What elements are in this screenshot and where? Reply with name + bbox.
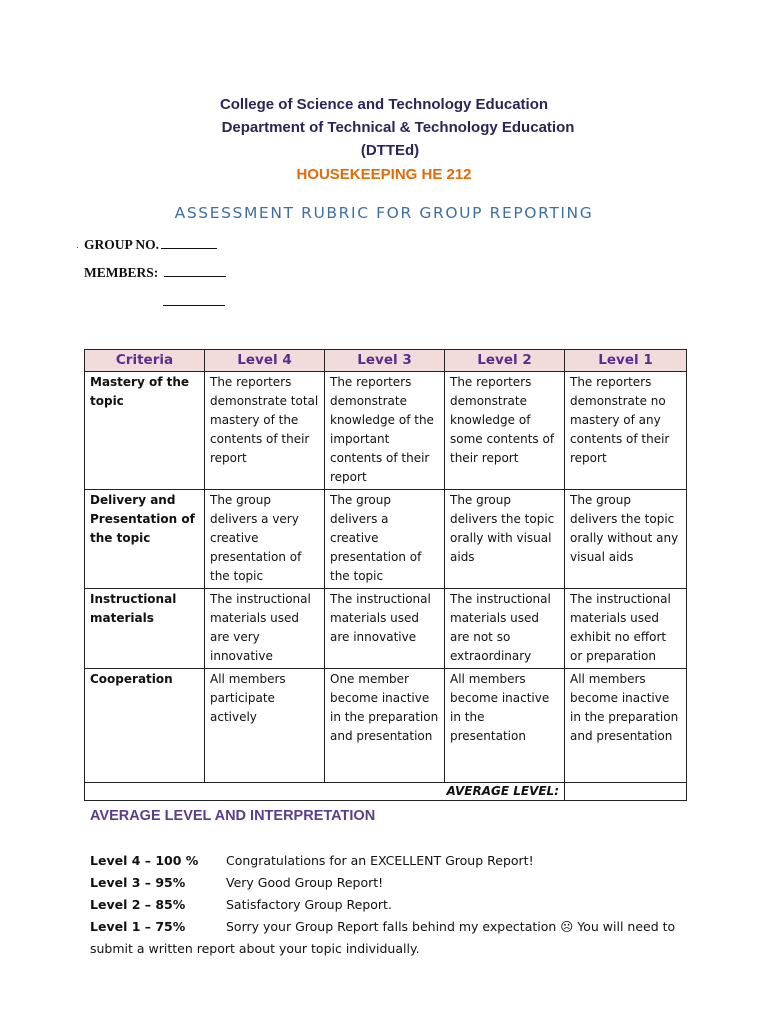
- level-label: Level 1 – 75%: [90, 919, 186, 934]
- level-text: Sorry your Group Report falls behind my expectation ☹ You will need to: [226, 919, 676, 934]
- members-blank-2[interactable]: [163, 293, 225, 306]
- criteria-cell: Cooperation: [85, 669, 205, 783]
- level-label: Level 2 – 85%: [90, 897, 186, 912]
- table-row: [85, 490, 687, 589]
- header-level-2: Level 2: [445, 350, 565, 372]
- table-header-row: [85, 350, 687, 372]
- college-name: College of Science and Technology Education: [219, 96, 549, 113]
- group-number-line: [84, 235, 217, 253]
- criteria-cell: Delivery and Presentation of the topic: [85, 490, 205, 589]
- criteria-cell: Instructional materials: [85, 589, 205, 669]
- header-level-3: Level 3: [325, 350, 445, 372]
- level-label: Level 3 – 95%: [90, 875, 186, 890]
- header-criteria: Criteria: [85, 350, 205, 372]
- table-cell: The reporters demonstrate knowledge of the important contents of their report: [325, 372, 445, 490]
- table-cell: The reporters demonstrate total mastery of the contents of their report: [205, 372, 325, 490]
- table-cell: The instructional materials used are not so extraordinary: [445, 589, 565, 669]
- criteria-cell: Mastery of the topic: [85, 372, 205, 490]
- level-text: Satisfactory Group Report.: [226, 897, 392, 912]
- table-cell: The group delivers the topic orally with visual aids: [445, 490, 565, 589]
- interpretation-row: [90, 919, 675, 934]
- interpretation-continuation: submit a written report about your topic individually.: [90, 941, 420, 956]
- table-cell: All members participate actively: [205, 669, 325, 783]
- rubric-title: ASSESSMENT RUBRIC FOR GROUP REPORTING: [174, 204, 594, 222]
- average-level-row: [85, 783, 687, 801]
- header-level-1: Level 1: [565, 350, 687, 372]
- interpretation-row: [90, 875, 383, 890]
- department-name: Department of Technical & Technology Education: [221, 119, 575, 136]
- rubric-table: [84, 349, 687, 801]
- level-label: Level 4 – 100 %: [90, 853, 199, 868]
- members-label: MEMBERS:: [84, 265, 159, 280]
- stray-mark: .: [76, 240, 79, 251]
- table-cell: The group delivers the topic orally without any visual aids: [565, 490, 687, 589]
- table-row: [85, 669, 687, 783]
- table-cell: All members become inactive in the preparation and presentation: [565, 669, 687, 783]
- table-row: [85, 589, 687, 669]
- table-row: [85, 372, 687, 490]
- table-cell: One member become inactive in the preparation and presentation: [325, 669, 445, 783]
- group-number-label: GROUP NO.: [84, 237, 160, 252]
- course-title: HOUSEKEEPING HE 212: [296, 166, 472, 183]
- members-line: [84, 263, 226, 281]
- table-cell: The instructional materials used exhibit no effort or preparation: [565, 589, 687, 669]
- header-level-4: Level 4: [205, 350, 325, 372]
- table-cell: The reporters demonstrate knowledge of some contents of their report: [445, 372, 565, 490]
- level-text: Congratulations for an EXCELLENT Group Report!: [226, 853, 534, 868]
- average-level-label: AVERAGE LEVEL:: [85, 783, 565, 801]
- interpretation-title: AVERAGE LEVEL AND INTERPRETATION: [90, 808, 376, 824]
- table-cell: The instructional materials used are innovative: [325, 589, 445, 669]
- interpretation-row: [90, 853, 534, 868]
- group-number-blank[interactable]: [161, 235, 217, 249]
- table-cell: The instructional materials used are very innovative: [205, 589, 325, 669]
- level-text: Very Good Group Report!: [226, 875, 384, 890]
- interpretation-row: [90, 897, 392, 912]
- table-cell: The group delivers a creative presentation of the topic: [325, 490, 445, 589]
- department-abbrev: (DTTEd): [360, 142, 420, 159]
- average-level-value[interactable]: [565, 783, 687, 801]
- table-cell: The reporters demonstrate no mastery of any contents of their report: [565, 372, 687, 490]
- table-cell: All members become inactive in the presentation: [445, 669, 565, 783]
- members-blank[interactable]: [164, 263, 226, 277]
- table-cell: The group delivers a very creative presentation of the topic: [205, 490, 325, 589]
